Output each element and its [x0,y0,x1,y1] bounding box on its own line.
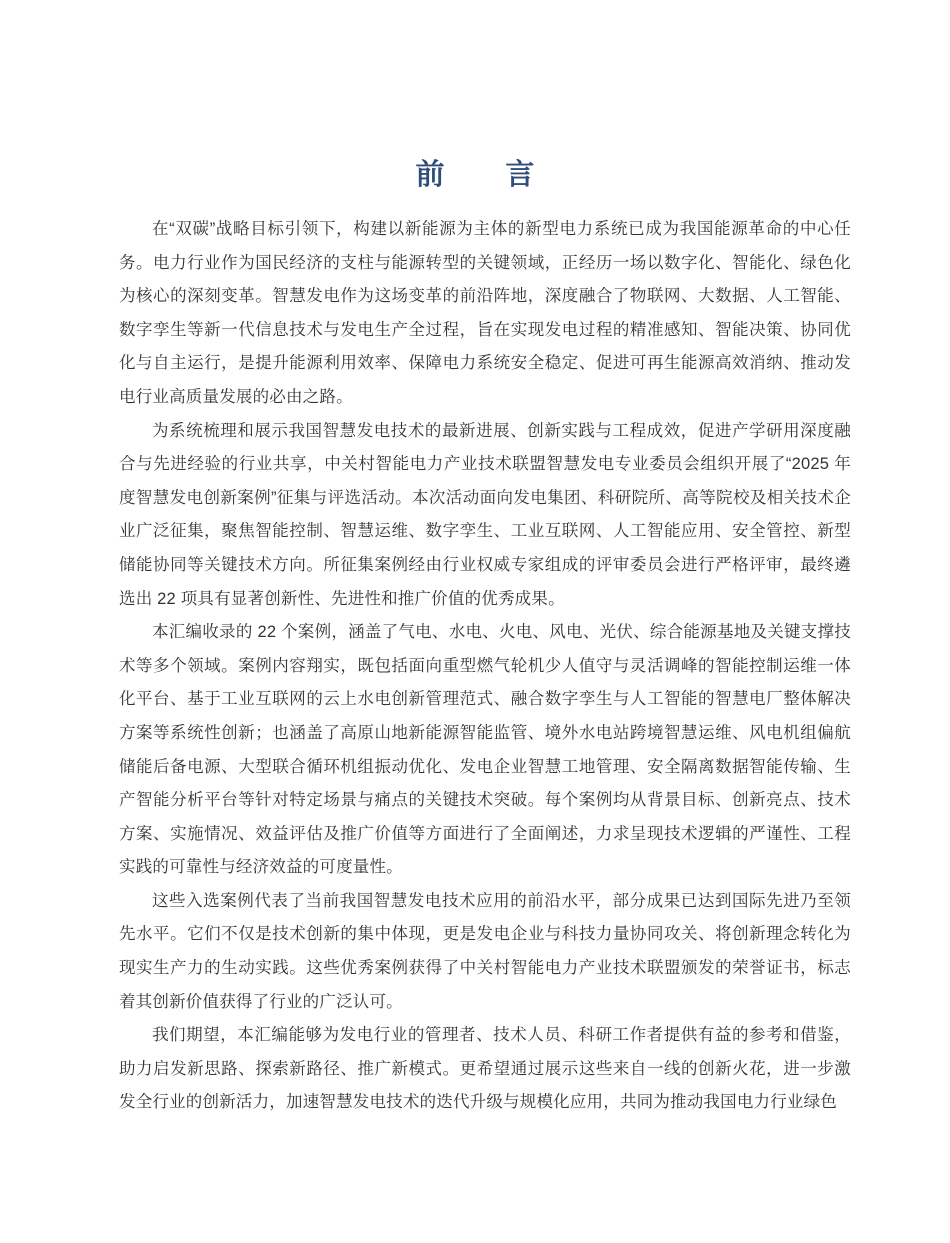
paragraph: 在“双碳”战略目标引领下，构建以新能源为主体的新型电力系统已成为我国能源革命的中心任务。电力行业作为国民经济的支柱与能源转型的关键领域，正经历一场以数字化、智能化、绿色化为核心的深刻变革。智慧发电作为这场变革的前沿阵地，深度融合了物联网、大数据、人工智能、数字孪生等新一代信息技术与发电生产全过程，旨在实现发电过程的精准感知、智能决策、协同优化与自主运行，是提升能源利用效率、保障电力系统安全稳定、促进可再生能源高效消纳、推动发电行业高质量发展的必由之路。 [119,220,851,406]
paragraph: 我们期望，本汇编能够为发电行业的管理者、技术人员、科研工作者提供有益的参考和借鉴，助力启发新思路、探索新路径、推广新模式。更希望通过展示这些来自一线的创新火花，进一步激发全行业的创新活力，加速智慧发电技术的迭代升级与规模化应用，共同为推动我国电力行业绿色 [119,1026,851,1112]
page-title: 前 言 [415,159,551,192]
paragraph: 这些入选案例代表了当前我国智慧发电技术应用的前沿水平，部分成果已达到国际先进乃至领先水平。它们不仅是技术创新的集中体现，更是发电企业与科技力量协同攻关、将创新理念转化为现实生产力的生动实践。这些优秀案例获得了中关村智能电力产业技术联盟颁发的荣誉证书，标志着其创新价值获得了行业的广泛认可。 [119,891,851,1011]
body-text-block [119,213,851,1120]
paragraph: 为系统梳理和展示我国智慧发电技术的最新进展、创新实践与工程成效，促进产学研用深度融合与先进经验的行业共享，中关村智能电力产业技术联盟智慧发电专业委员会组织开展了“2025 年度智慧发电创新案例”征集与评选活动。本次活动面向发电集团、科研院所、高等院校及相关技术企业广泛征集，聚焦智能控制、智慧运维、数字孪生、工业互联网、人工智能应用、安全管控、新型储能协同等关键技术方向。所征集案例经由行业权威专家组成的评审委员会进行严格评审，最终遴选出 22 项具有显著创新性、先进性和推广价值的优秀成果。 [119,421,851,608]
paragraph: 本汇编收录的 22 个案例，涵盖了气电、水电、火电、风电、光伏、综合能源基地及关键支撑技术等多个领域。案例内容翔实，既包括面向重型燃气轮机少人值守与灵活调峰的智能控制运维一体化平台、基于工业互联网的云上水电创新管理范式、融合数字孪生与人工智能的智慧电厂整体解决方案等系统性创新；也涵盖了高原山地新能源智能监管、境外水电站跨境智慧运维、风电机组偏航储能后备电源、大型联合循环机组振动优化、发电企业智慧工地管理、安全隔离数据智能传输、生产智能分析平台等针对特定场景与痛点的关键技术突破。每个案例均从背景目标、创新亮点、技术方案、实施情况、效益评估及推广价值等方面进行了全面阐述，力求呈现技术逻辑的严谨性、工程实践的可靠性与经济效益的可度量性。 [119,623,851,877]
